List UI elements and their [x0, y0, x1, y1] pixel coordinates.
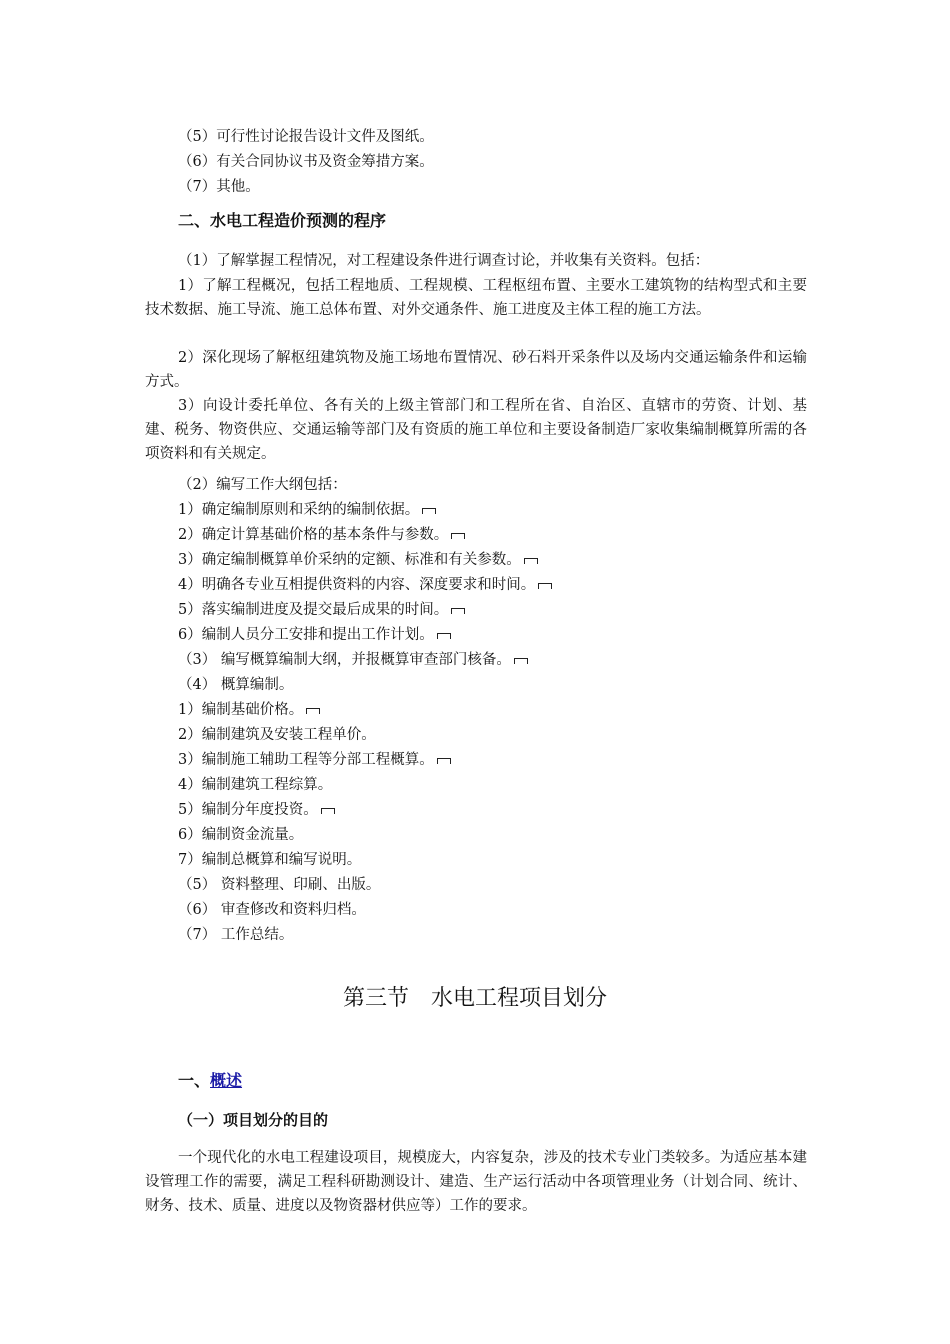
list-item: 5）编制分年度投资。: [178, 800, 335, 820]
paragraph: 3）向设计委托单位、各有关的上级主管部门和工程所在省、自治区、直辖市的劳资、计划、基建、税务、物资供应、交通运输等部门及有资质的施工单位和主要设备制造厂家收集编制概算所需的各项资料和有关规定。: [145, 398, 807, 462]
list-item: （6） 审查修改和资料归档。: [178, 902, 366, 918]
overview-link[interactable]: 概述: [210, 1071, 243, 1090]
list-item: （1）了解掌握工程情况，对工程建设条件进行调查讨论，并收集有关资料。包括：: [178, 253, 710, 269]
list-item: 6）编制人员分工安排和提出工作计划。: [178, 625, 451, 645]
sub-subsection-heading: （一）项目划分的目的: [178, 1111, 329, 1129]
list-item: （7） 工作总结。: [178, 927, 294, 943]
edit-mark-icon: [451, 533, 465, 539]
list-item: 3）编制施工辅助工程等分部工程概算。: [178, 750, 451, 770]
list-item: 7）编制总概算和编写说明。: [178, 852, 362, 868]
list-item: 4）编制建筑工程综算。: [178, 777, 333, 793]
edit-mark-icon: [437, 633, 451, 639]
list-item: 5）落实编制进度及提交最后成果的时间。: [178, 600, 465, 620]
list-item: （7）其他。: [178, 179, 260, 195]
edit-mark-icon: [437, 758, 451, 764]
list-item: （5）可行性讨论报告设计文件及图纸。: [178, 129, 434, 145]
subsection-heading: 一、概述: [178, 1070, 258, 1092]
paragraph: 1）了解工程概况，包括工程地质、工程规模、工程枢纽布置、主要水工建筑物的结构型式和主要技术数据、施工导流、施工总体布置、对外交通条件、施工进度及主体工程的施工方法。: [145, 278, 807, 318]
edit-mark-icon: [321, 808, 335, 814]
edit-mark-icon: [538, 583, 552, 589]
edit-mark-icon: [422, 508, 436, 514]
list-item: （2）编写工作大纲包括：: [178, 477, 347, 493]
list-item: 1）确定编制原则和采纳的编制依据。: [178, 500, 436, 520]
list-item: （3） 编写概算编制大纲，并报概算审查部门核备。: [178, 650, 528, 670]
paragraph: 一个现代化的水电工程建设项目，规模庞大，内容复杂，涉及的技术专业门类较多。为适应基本建设管理工作的需要，满足工程科研勘测设计、建造、生产运行活动中各项管理业务（计划合同、统计、财务、技术、质量、进度以及物资器材供应等）工作的要求。: [145, 1150, 807, 1214]
list-item: 2）确定计算基础价格的基本条件与参数。: [178, 525, 465, 545]
list-item: 3）确定编制概算单价采纳的定额、标准和有关参数。: [178, 550, 538, 570]
edit-mark-icon: [524, 558, 538, 564]
section-title: 第三节 水电工程项目划分: [342, 986, 607, 1011]
list-item: 1）编制基础价格。: [178, 700, 320, 720]
list-item: （5） 资料整理、印刷、出版。: [178, 877, 381, 893]
list-item: 4）明确各专业互相提供资料的内容、深度要求和时间。: [178, 575, 552, 595]
list-item: （6）有关合同协议书及资金筹措方案。: [178, 154, 434, 170]
edit-mark-icon: [514, 658, 528, 664]
list-item: 6）编制资金流量。: [178, 827, 304, 843]
edit-mark-icon: [306, 708, 320, 714]
list-item: 2）编制建筑及安装工程单价。: [178, 727, 376, 743]
edit-mark-icon: [451, 608, 465, 614]
paragraph: 2）深化现场了解枢纽建筑物及施工场地布置情况、砂石料开采条件以及场内交通运输条件和运输方式。: [145, 350, 807, 390]
section-heading: 二、水电工程造价预测的程序: [178, 211, 387, 230]
list-item: （4） 概算编制。: [178, 677, 294, 693]
